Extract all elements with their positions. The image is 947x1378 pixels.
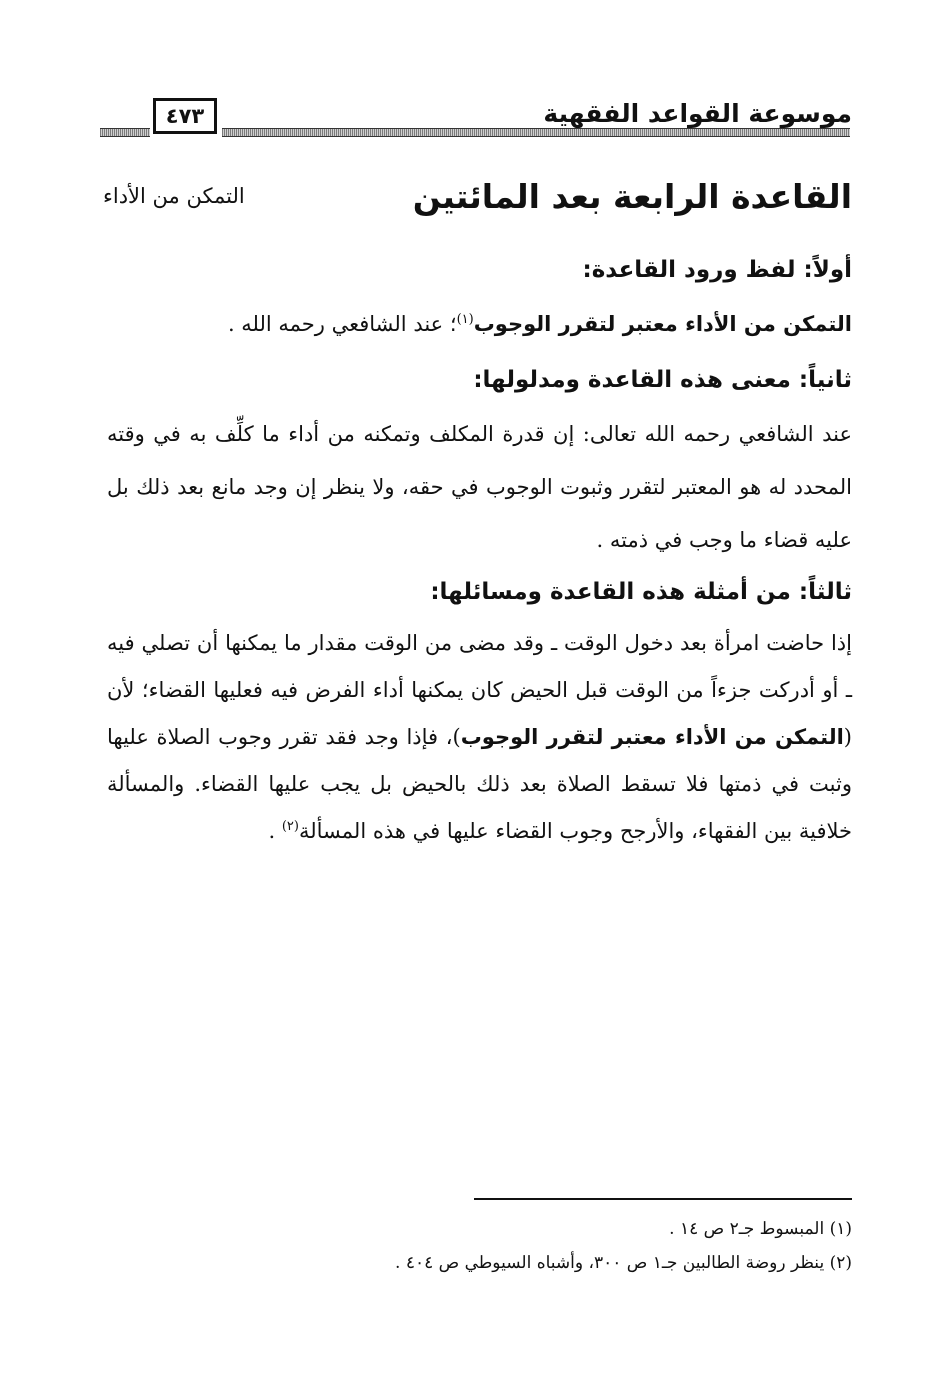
footnote-1: (١) المبسوط جـ٢ ص ١٤ . (669, 1219, 852, 1239)
section-3-text-part-1: إذا حاضت امرأة بعد دخول الوقت ـ وقد مضى من الوقت مقدار ما يمكنها أن تصلي فيه ـ أو أدركت جزءاً من الوقت قبل الحيض كان يمكنها أداء الفرض فيه فعليها القضاء؛ لأن ( (107, 631, 852, 749)
rule-statement: التمكن من الأداء معتبر لتقرر الوجوب (473, 312, 852, 336)
section-3-body (107, 620, 852, 855)
section-3-paragraph (107, 620, 852, 855)
section-2-heading: ثانياً: معنى هذه القاعدة ومدلولها: (473, 367, 852, 393)
running-title: موسوعة القواعد الفقهية (543, 99, 852, 128)
footnote-ref-1[interactable]: (١) (456, 312, 474, 327)
rule-title: القاعدة الرابعة بعد المائتين (412, 177, 852, 216)
section-3-text-end: . (268, 819, 282, 843)
section-3-text-part-2: )، فإذا وجد فقد تقرر وجوب الصلاة عليها وثبت في ذمتها فلا تسقط الصلاة بعد ذلك بالحيض بل يجب عليها القضاء. والمسألة خلافية بين الفقهاء، والأرجح وجوب القضاء عليها في هذه المسألة (107, 725, 852, 843)
section-2-body (107, 408, 852, 567)
rule-subject: التمكن من الأداء (103, 184, 245, 208)
footnote-separator (474, 1198, 852, 1200)
rule-attribution: ؛ عند الشافعي رحمه الله . (227, 312, 457, 336)
section-3-heading: ثالثاً: من أمثلة هذه القاعدة ومسائلها: (430, 579, 852, 605)
section-3-quoted-rule: التمكن من الأداء معتبر لتقرر الوجوب (460, 725, 844, 749)
footnote-2: (٢) ينظر روضة الطالبين جـ١ ص ٣٠٠، وأشباه السيوطي ص ٤٠٤ . (395, 1253, 852, 1273)
section-1-heading: أولاً: لفظ ورود القاعدة: (582, 257, 852, 283)
page-number: ٤٧٣ (153, 98, 217, 134)
section-1-text (107, 298, 852, 350)
footnote-ref-2[interactable]: (٢) (281, 819, 299, 834)
footnotes (107, 1212, 852, 1280)
section-2-paragraph: عند الشافعي رحمه الله تعالى: إن قدرة المكلف وتمكنه من أداء ما كلِّف به في وقته المحدد له هو المعتبر لتقرر وثبوت الوجوب في حقه، ولا ينظر إن وجد مانع بعد ذلك بل عليه قضاء ما وجب في ذمته . (107, 422, 852, 552)
